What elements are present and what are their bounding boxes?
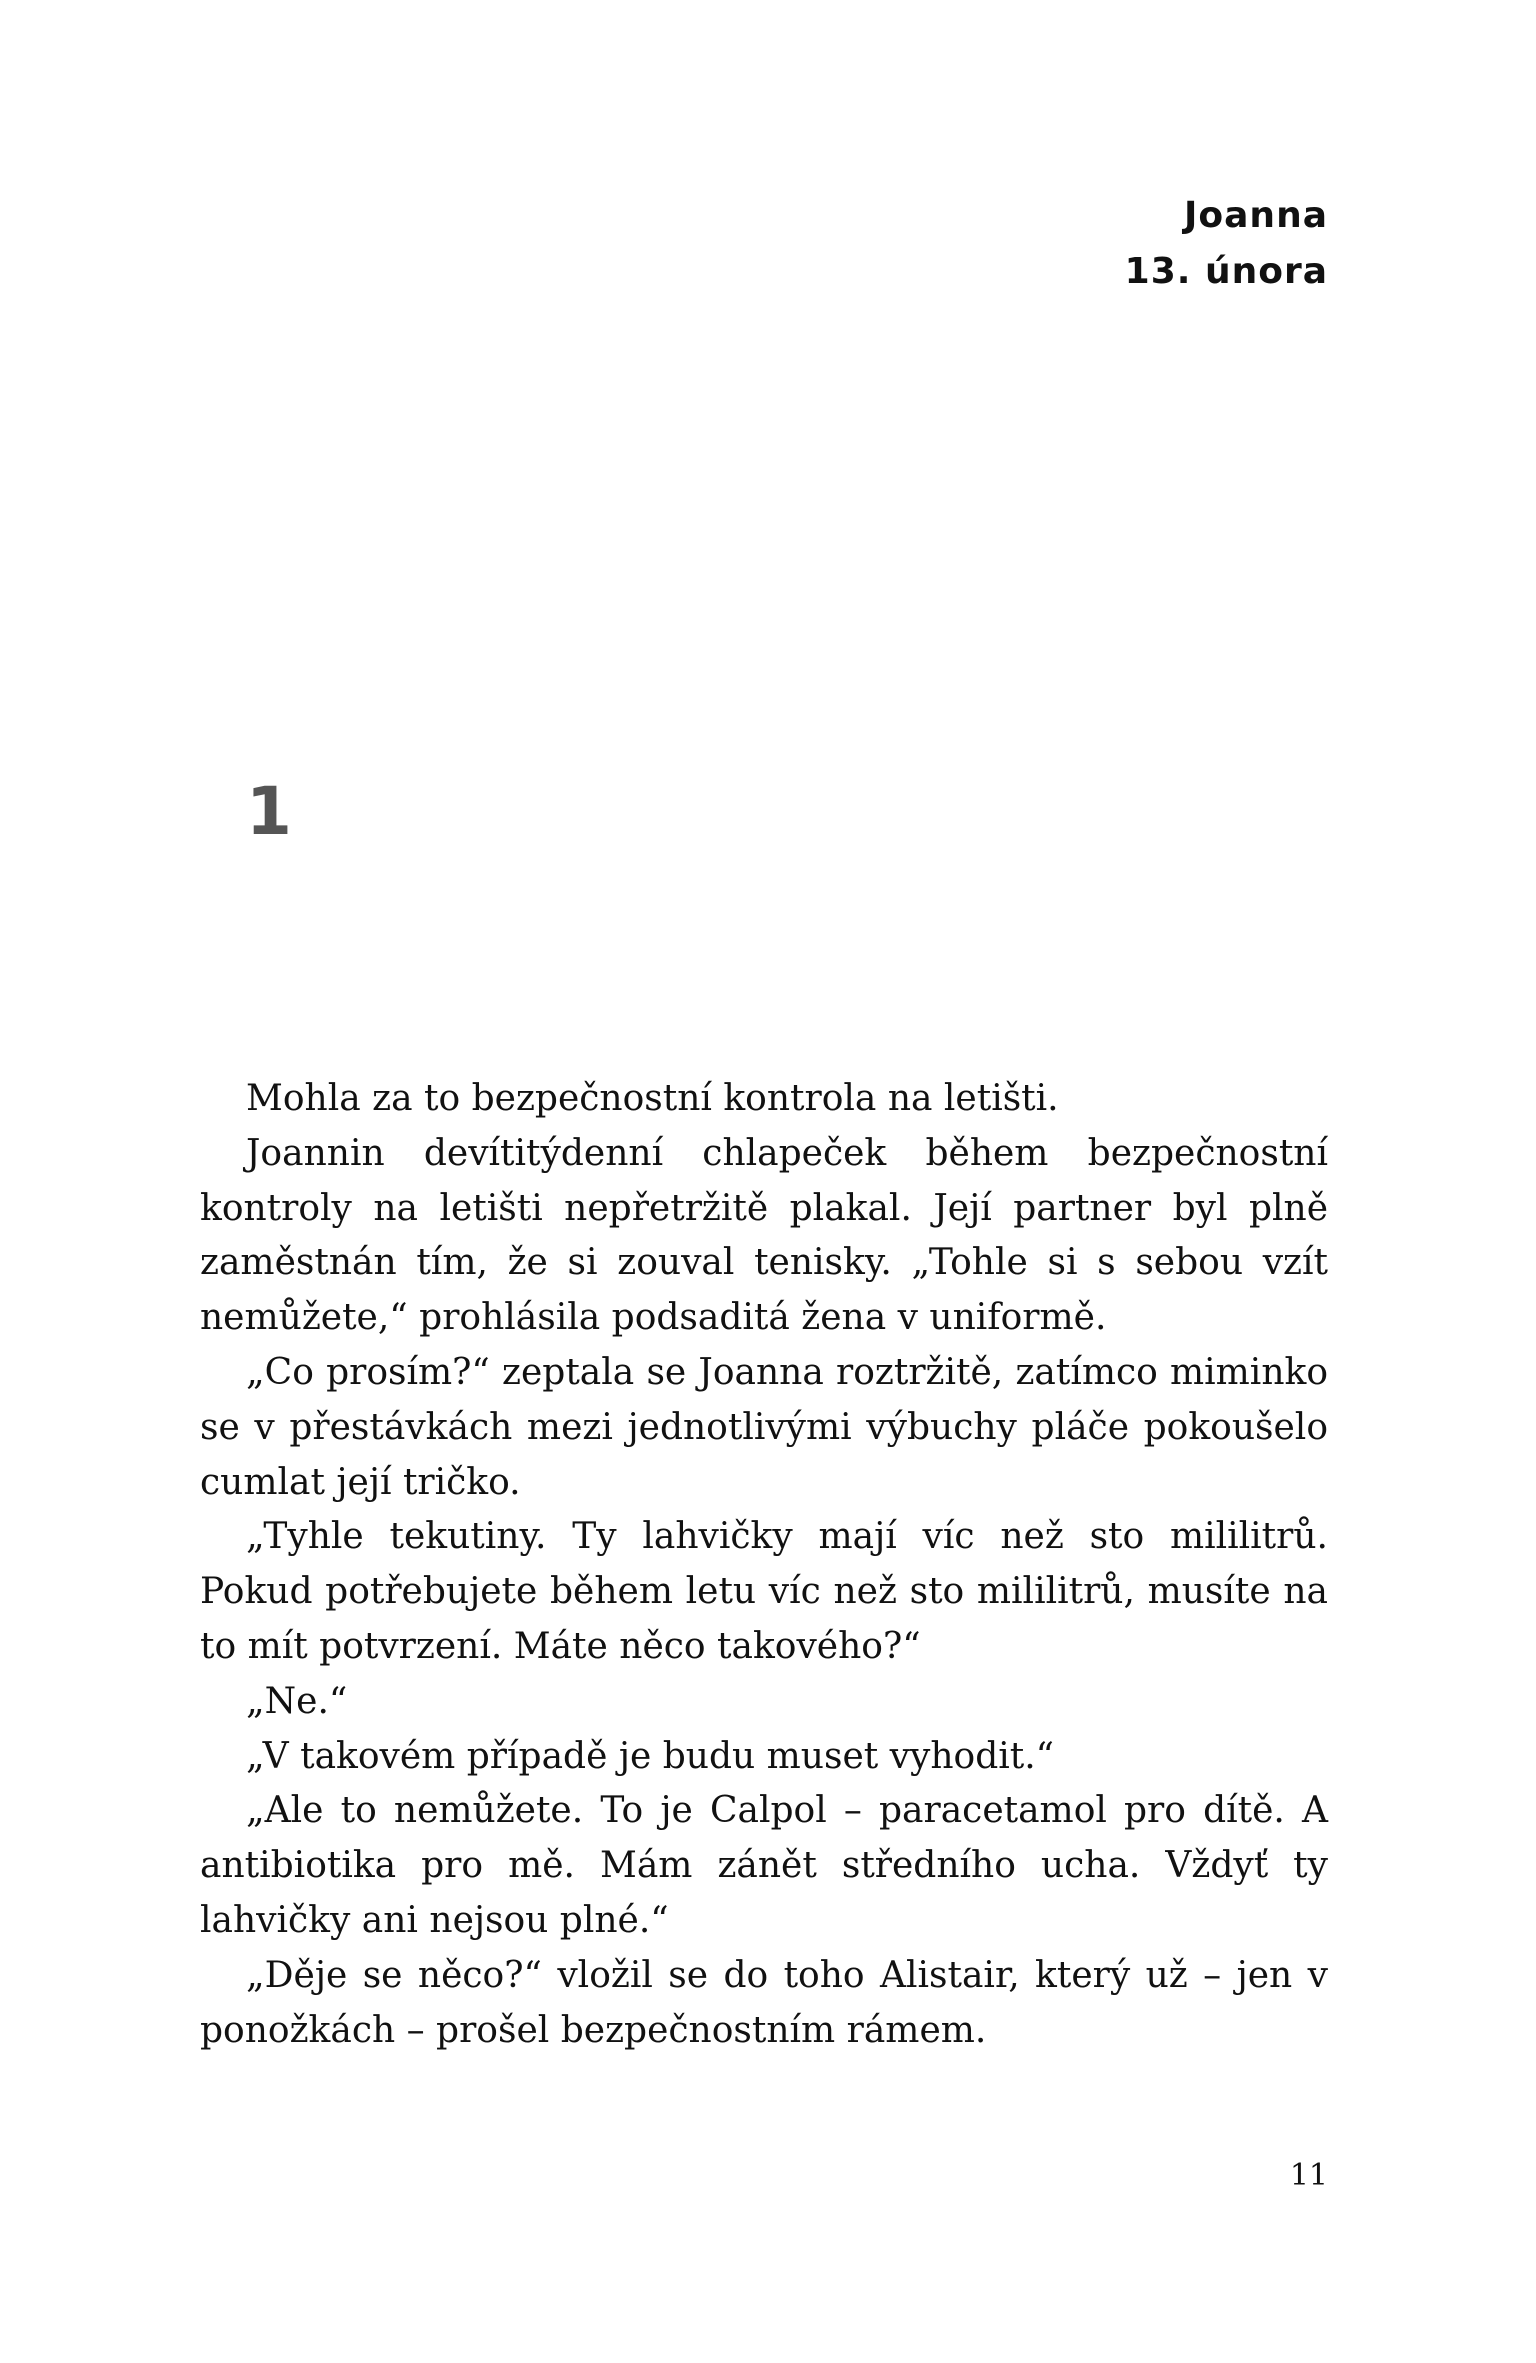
paragraph: „Co prosím?“ zeptala se Joanna roztržitě, zatímco miminko se v přestávkách mezi jednotlivými výbuchy pláče pokoušelo cumlat její tričko.: [200, 1351, 1328, 1503]
paragraph: „Ne.“: [246, 1680, 348, 1722]
paragraph: „Tyhle tekutiny. Ty lahvičky mají víc než sto mililitrů. Pokud potřebujete během letu víc než sto mililitrů, musíte na to mít potvrzení. Máte něco takového?“: [200, 1516, 1328, 1667]
paragraph: „V takovém případě je budu muset vyhodit.“: [246, 1735, 1055, 1777]
page-number: 11: [1289, 2158, 1328, 2193]
paragraph: Joannin devítitýdenní chlapeček během bezpečnostní kontroly na letišti nepřetržitě plakal. Její partner byl plně zaměstnán tím, že si zouval tenisky. „Tohle si s sebou vzít nemůžete,“ prohlásila podsaditá žena v uniformě.: [200, 1132, 1328, 1339]
chapter-number: 1: [246, 773, 292, 850]
paragraph: Mohla za to bezpečnostní kontrola na letišti.: [246, 1078, 1059, 1119]
body-text: [200, 1072, 1328, 2058]
paragraph: „Děje se něco?“ vložil se do toho Alistair, který už – jen v ponožkách – prošel bezpečnostním rámem.: [200, 1954, 1328, 2051]
paragraph: „Ale to nemůžete. To je Calpol – paracetamol pro dítě. A antibiotika pro mě. Mám zánět středního ucha. Vždyť ty lahvičky ani nejsou plné.“: [200, 1790, 1328, 1941]
chapter-header: [1125, 188, 1328, 300]
chapter-date: 13. února: [1124, 251, 1328, 292]
chapter-character-name: Joanna: [1184, 195, 1328, 236]
